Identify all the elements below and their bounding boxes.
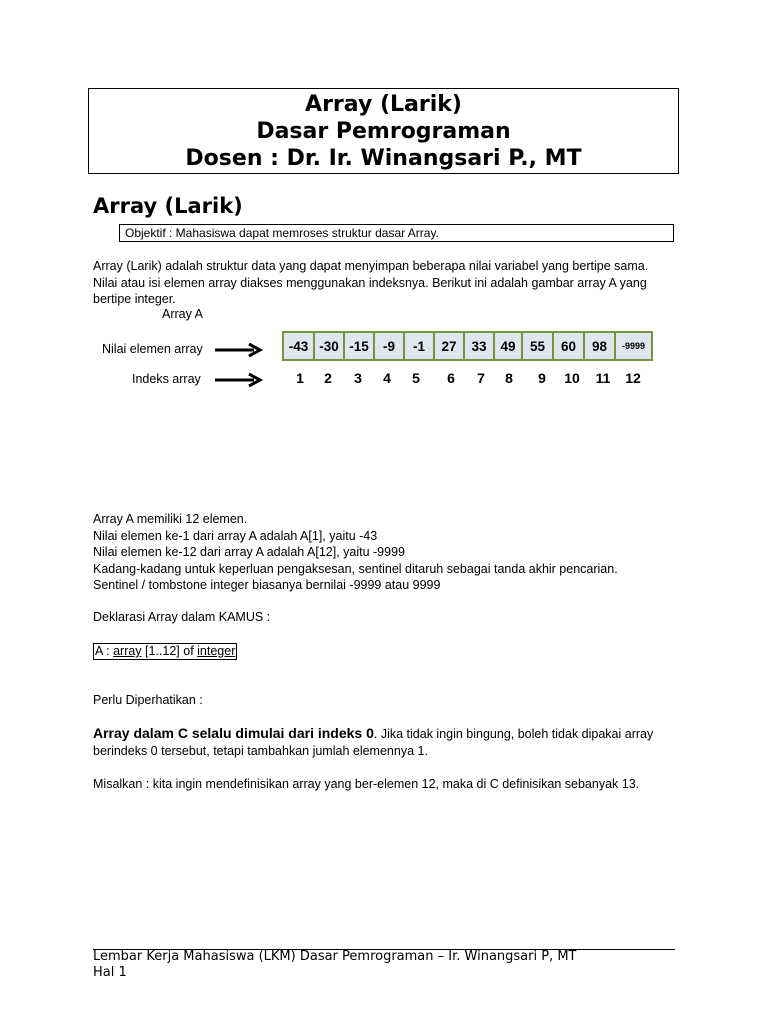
index-row-label: Indeks array	[132, 372, 201, 386]
attention-rest: . Jika tidak ingin bingung, boleh tidak dipakai array	[373, 727, 654, 741]
course-name: Dasar Pemrograman	[256, 119, 511, 144]
note-line: Kadang-kadang untuk keperluan pengaksesan, sentinel ditaruh sebagai tanda akhir pencarian.	[93, 561, 618, 576]
array-index: 2	[324, 370, 332, 386]
array-index: 11	[595, 370, 611, 386]
array-cell: -43	[284, 333, 315, 359]
intro-line: Nilai atau isi elemen array diakses menggunakan indeksnya. Berikut ini adalah gambar array A yang	[93, 275, 647, 290]
array-cell: -9999	[621, 341, 646, 351]
note-line: Nilai elemen ke-12 dari array A adalah A[12], yaitu -9999	[93, 545, 405, 559]
note-line: Array A memiliki 12 elemen.	[93, 512, 248, 526]
declaration-prefix: A :	[95, 644, 114, 658]
array-index: 3	[354, 370, 362, 386]
objective-box: Objektif : Mahasiswa dapat memroses struktur dasar Array.	[119, 224, 674, 242]
page-number: Hal 1	[93, 965, 127, 980]
notes-paragraph	[93, 511, 683, 594]
array-index: 12	[625, 370, 641, 386]
array-cell: -30	[315, 333, 345, 359]
array-cell: 60	[554, 333, 585, 359]
section-heading: Array (Larik)	[93, 194, 243, 218]
document-title: Array (Larik)	[305, 92, 462, 117]
array-cell: 27	[435, 333, 465, 359]
array-cell: -1	[405, 333, 435, 359]
attention-bold-lead: Array dalam C selalu dimulai dari indeks 0	[93, 725, 374, 741]
note-line: Sentinel / tombstone integer biasanya bernilai -9999 atau 9999	[93, 578, 441, 592]
intro-line: Array (Larik) adalah struktur data yang dapat menyimpan beberapa nilai variabel yang bertipe sama.	[93, 259, 649, 273]
attention-paragraph	[93, 725, 683, 759]
attention-line: berindeks 0 tersebut, tetapi tambahkan jumlah elemennya 1.	[93, 743, 428, 758]
declaration-keyword-array: array	[113, 644, 142, 658]
declaration-keyword-integer: integer	[197, 644, 236, 658]
array-index: 1	[296, 370, 304, 386]
array-index: 10	[564, 370, 580, 386]
attention-heading: Perlu Diperhatikan :	[93, 693, 203, 707]
footer-title: Lembar Kerja Mahasiswa (LKM) Dasar Pemrograman – Ir. Winangsari P, MT	[93, 949, 577, 964]
array-index: 9	[538, 370, 546, 386]
intro-paragraph	[93, 258, 683, 308]
note-line: Nilai elemen ke-1 dari array A adalah A[1], yaitu -43	[93, 528, 378, 543]
array-cell: -15	[345, 333, 375, 359]
declaration-middle: [1..12] of	[141, 644, 198, 658]
values-arrow-icon	[214, 342, 264, 358]
array-cell: 98	[585, 333, 616, 359]
array-cell: 49	[495, 333, 523, 359]
array-index: 7	[477, 370, 485, 386]
page-footer	[93, 949, 577, 981]
array-index: 4	[383, 370, 391, 386]
example-paragraph: Misalkan : kita ingin mendefinisikan array yang ber-elemen 12, maka di C definisikan sebanyak 13.	[93, 777, 640, 791]
array-cell: 33	[465, 333, 495, 359]
array-index: 8	[505, 370, 513, 386]
array-cells	[282, 331, 653, 361]
values-row-label: Nilai elemen array	[102, 342, 203, 356]
array-cell: -9	[375, 333, 405, 359]
index-arrow-icon	[214, 372, 264, 388]
array-index: 6	[447, 370, 455, 386]
document-title-box	[88, 88, 679, 174]
array-cell: 55	[523, 333, 554, 359]
lecturer-name: Dosen : Dr. Ir. Winangsari P., MT	[185, 146, 582, 171]
declaration-intro: Deklarasi Array dalam KAMUS :	[93, 610, 271, 624]
intro-line: bertipe integer.	[93, 292, 176, 306]
array-figure-title: Array A	[162, 307, 203, 321]
array-index: 5	[412, 370, 420, 386]
attention-line	[93, 725, 683, 743]
declaration-box	[93, 643, 237, 660]
